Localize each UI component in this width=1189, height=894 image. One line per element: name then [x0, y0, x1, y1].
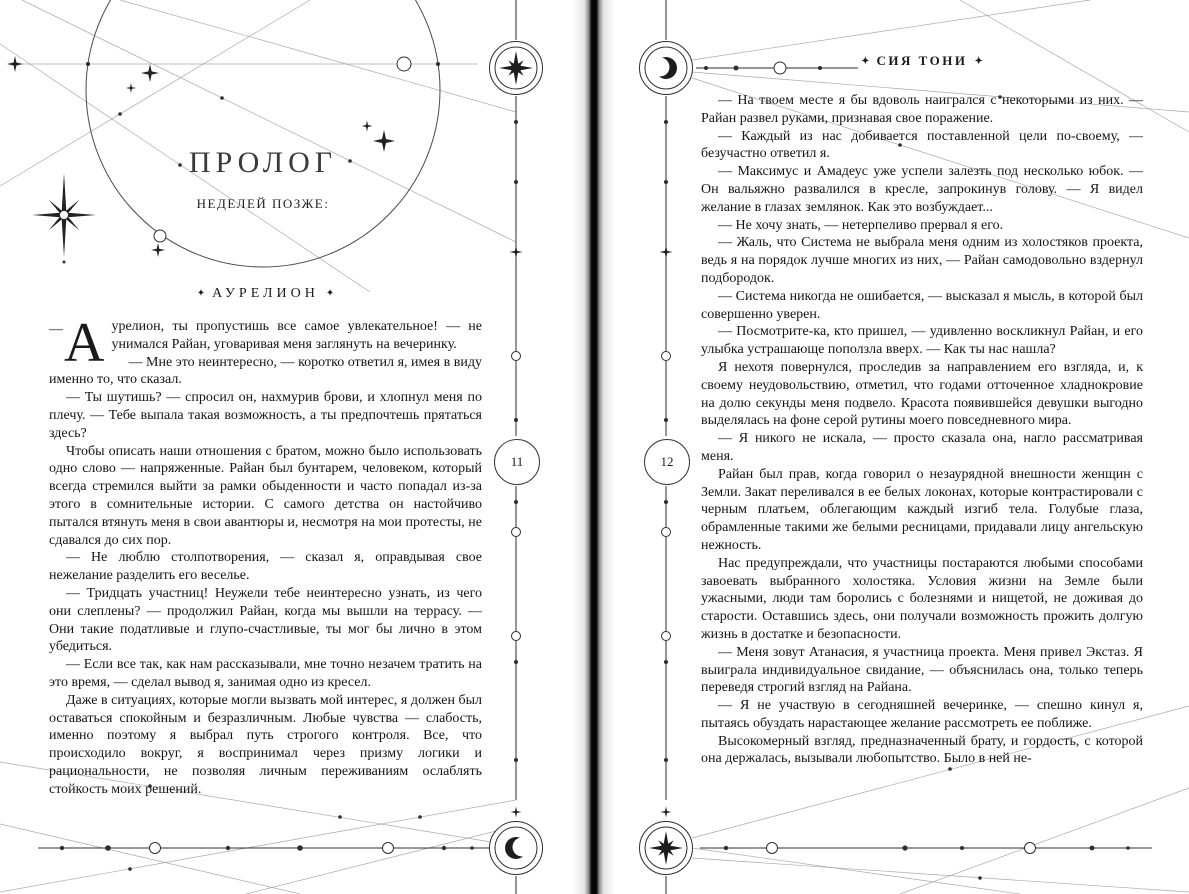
diamond-star-icon: ✦	[974, 56, 983, 67]
running-header	[701, 53, 1143, 69]
dropcap	[49, 312, 105, 374]
crescent-moon-icon	[640, 42, 693, 95]
dotted-rule-bottom-right	[700, 843, 1152, 854]
diamond-star-icon: ✦	[325, 288, 335, 299]
left-page-body	[49, 312, 482, 799]
sparkle-icon	[7, 56, 23, 72]
paragraph: — Максимус и Амадеус уже успели залезть под несколько юбок. — Он вальяжно развалился в кресле, запрокинув голову. — Я видел желание в глазах землянок. Как это возбуждает...	[701, 164, 1143, 215]
paragraph: — Тридцать участниц! Неужели тебе неинтересно узнать, из чего они слеплены? — продолжил Райан, когда мы вышли на террасу. — Они такие податливые и глупо-счастливые, ты мог бы лично в этом убедиться.	[49, 585, 482, 655]
dropcap-dash: —	[49, 322, 63, 337]
paragraph: — Не хочу знать, — нетерпеливо прервал я его.	[718, 217, 1004, 233]
dotted-rule-bottom-left	[38, 843, 492, 854]
paragraph: — Мне это неинтересно, — коротко ответил я, имея в виду именно то, что сказал.	[49, 354, 482, 388]
paragraph-text: урелион, ты пропустишь все самое увлекательное! — не унимался Райан, уговаривая меня заглянуть на вечеринку.	[111, 319, 482, 352]
page-number-right: 12	[644, 439, 690, 485]
paragraph: Даже в ситуациях, которые могли вызвать мой интерес, я должен был оставаться спокойным и безразличным. Любые чувства — слабость, именно поэтому я выбрал путь строгого контроля. Все, что происходило вокруг, я воспринимал через призму логики и рациональности, не позволяя личным переживаниям ослаблять стойкость моих решений.	[49, 692, 482, 797]
paragraph: Нас предупреждали, что участницы постараются любыми способами завоевать выбранного холостяка. Условия жизни на Земле были ужасными, люди там боролись с болезнями и нищетой, не доживая до старости. Оставшись здесь, они получали возможность прожить долгую жизнь в достатке и безопасности.	[701, 555, 1143, 642]
right-page-body	[701, 92, 1143, 768]
section-header-label: АУРЕЛИОН	[212, 286, 319, 301]
diamond-star-icon: ✦	[861, 56, 870, 67]
paragraph: — Каждый из нас добивается поставленной цели по-своему, — безучастно ответил я.	[701, 128, 1143, 162]
chapter-title: ПРОЛОГ	[188, 146, 338, 179]
paragraph: — Я никого не искала, — просто сказала она, нагло рассматривая меня.	[701, 431, 1143, 464]
book-gutter	[572, 0, 616, 894]
diamond-star-icon: ✦	[196, 288, 206, 299]
paragraph: — Не люблю столпотворения, — сказал я, оправдывая свое нежелание разделить его веселье.	[49, 550, 482, 584]
paragraph: — На твоем месте я бы вдоволь наигрался с некоторыми из них. — Райан развел руками, признавая свое поражение.	[701, 93, 1143, 126]
chapter-title-block	[43, 146, 483, 212]
left-paragraphs	[49, 354, 482, 799]
paragraph: — Если все так, как нам рассказывали, мне точно незачем тратить на это время, — сделал вывод я, занимая одно из кресел.	[49, 657, 482, 690]
right-paragraphs	[701, 92, 1143, 768]
paragraph: Райан был прав, когда говорил о незаурядной внешности женщин с Земли. Закат переливался в ее белых локонах, которые контрастировали с черным платьем, облегающим каждый изгиб тела. Голубые глаза, обрамленные такими же белыми ресницами, придавали лицу ангельскую нежность.	[701, 466, 1143, 553]
dropcap-letter: А	[64, 312, 105, 374]
paragraph: — Посмотрите-ка, кто пришел, — удивленно воскликнул Райан, и его улыбка устрашающе поползла вверх. — Как ты нас нашла?	[701, 324, 1143, 358]
paragraph: — Я не участвую в сегодняшней вечеринке, — спешно кинул я, пытаясь обуздать нарастающее желание рассмотреть ее поближе.	[701, 698, 1143, 731]
chapter-circle	[86, 0, 440, 267]
paragraph: — Меня зовут Атанасия, я участница проекта. Меня привел Экстаз. Я выиграла индивидуальное свидание, — объяснилась она, только теперь переведя строгий взгляд на Райана.	[701, 644, 1143, 696]
chapter-subtitle: НЕДЕЛЕЙ ПОЗЖЕ:	[196, 196, 330, 211]
running-header-label: СИЯ ТОНИ	[876, 53, 968, 68]
page-number-left: 11	[494, 439, 540, 485]
paragraph: Чтобы описать наши отношения с братом, можно было использовать одно слово — напряженные. Райан был бунтарем, человеком, который всегда стремился выйти за рамки обыденности и часто попадал из-за этого в сомнительные истории. С самого детства он настойчиво пытался втянуть меня в свои авантюры и, несмотря на мои протесты, не сдавался до сих пор.	[49, 443, 482, 548]
paragraph: — Ты шутишь? — спросил он, нахмурив брови, и хлопнул меня по плечу. — Тебе выпала такая возможность, а ты предпочтешь прятаться здесь?	[49, 390, 482, 441]
compass-rose-icon	[490, 42, 543, 95]
paragraph: — Жаль, что Система не выбрала меня одним из холостяков проекта, ведь я на порядок лучше многих из них, — Райан самодовольно вздернул подбородок.	[701, 235, 1143, 286]
paragraph: Я нехотя повернулся, проследив за направлением его взгляда, и, к своему неудовольствию, отметил, что годами отточенное хладнокровие на долю секунды меня подвело. Красота появившейся девушки выгодно выделялась на фоне серой рутины моего повседневного мира.	[701, 359, 1143, 429]
compass-rose-icon	[640, 822, 693, 875]
paragraph: Высокомерный взгляд, предназначенный брату, и гордость, с которой она держалась, вызывали любопытство. Было в ней не-	[701, 733, 1143, 767]
crescent-moon-icon	[490, 822, 543, 875]
section-header	[49, 286, 482, 302]
paragraph: — Система никогда не ошибается, — высказал я мысль, в которой был совершенно уверен.	[701, 288, 1143, 322]
